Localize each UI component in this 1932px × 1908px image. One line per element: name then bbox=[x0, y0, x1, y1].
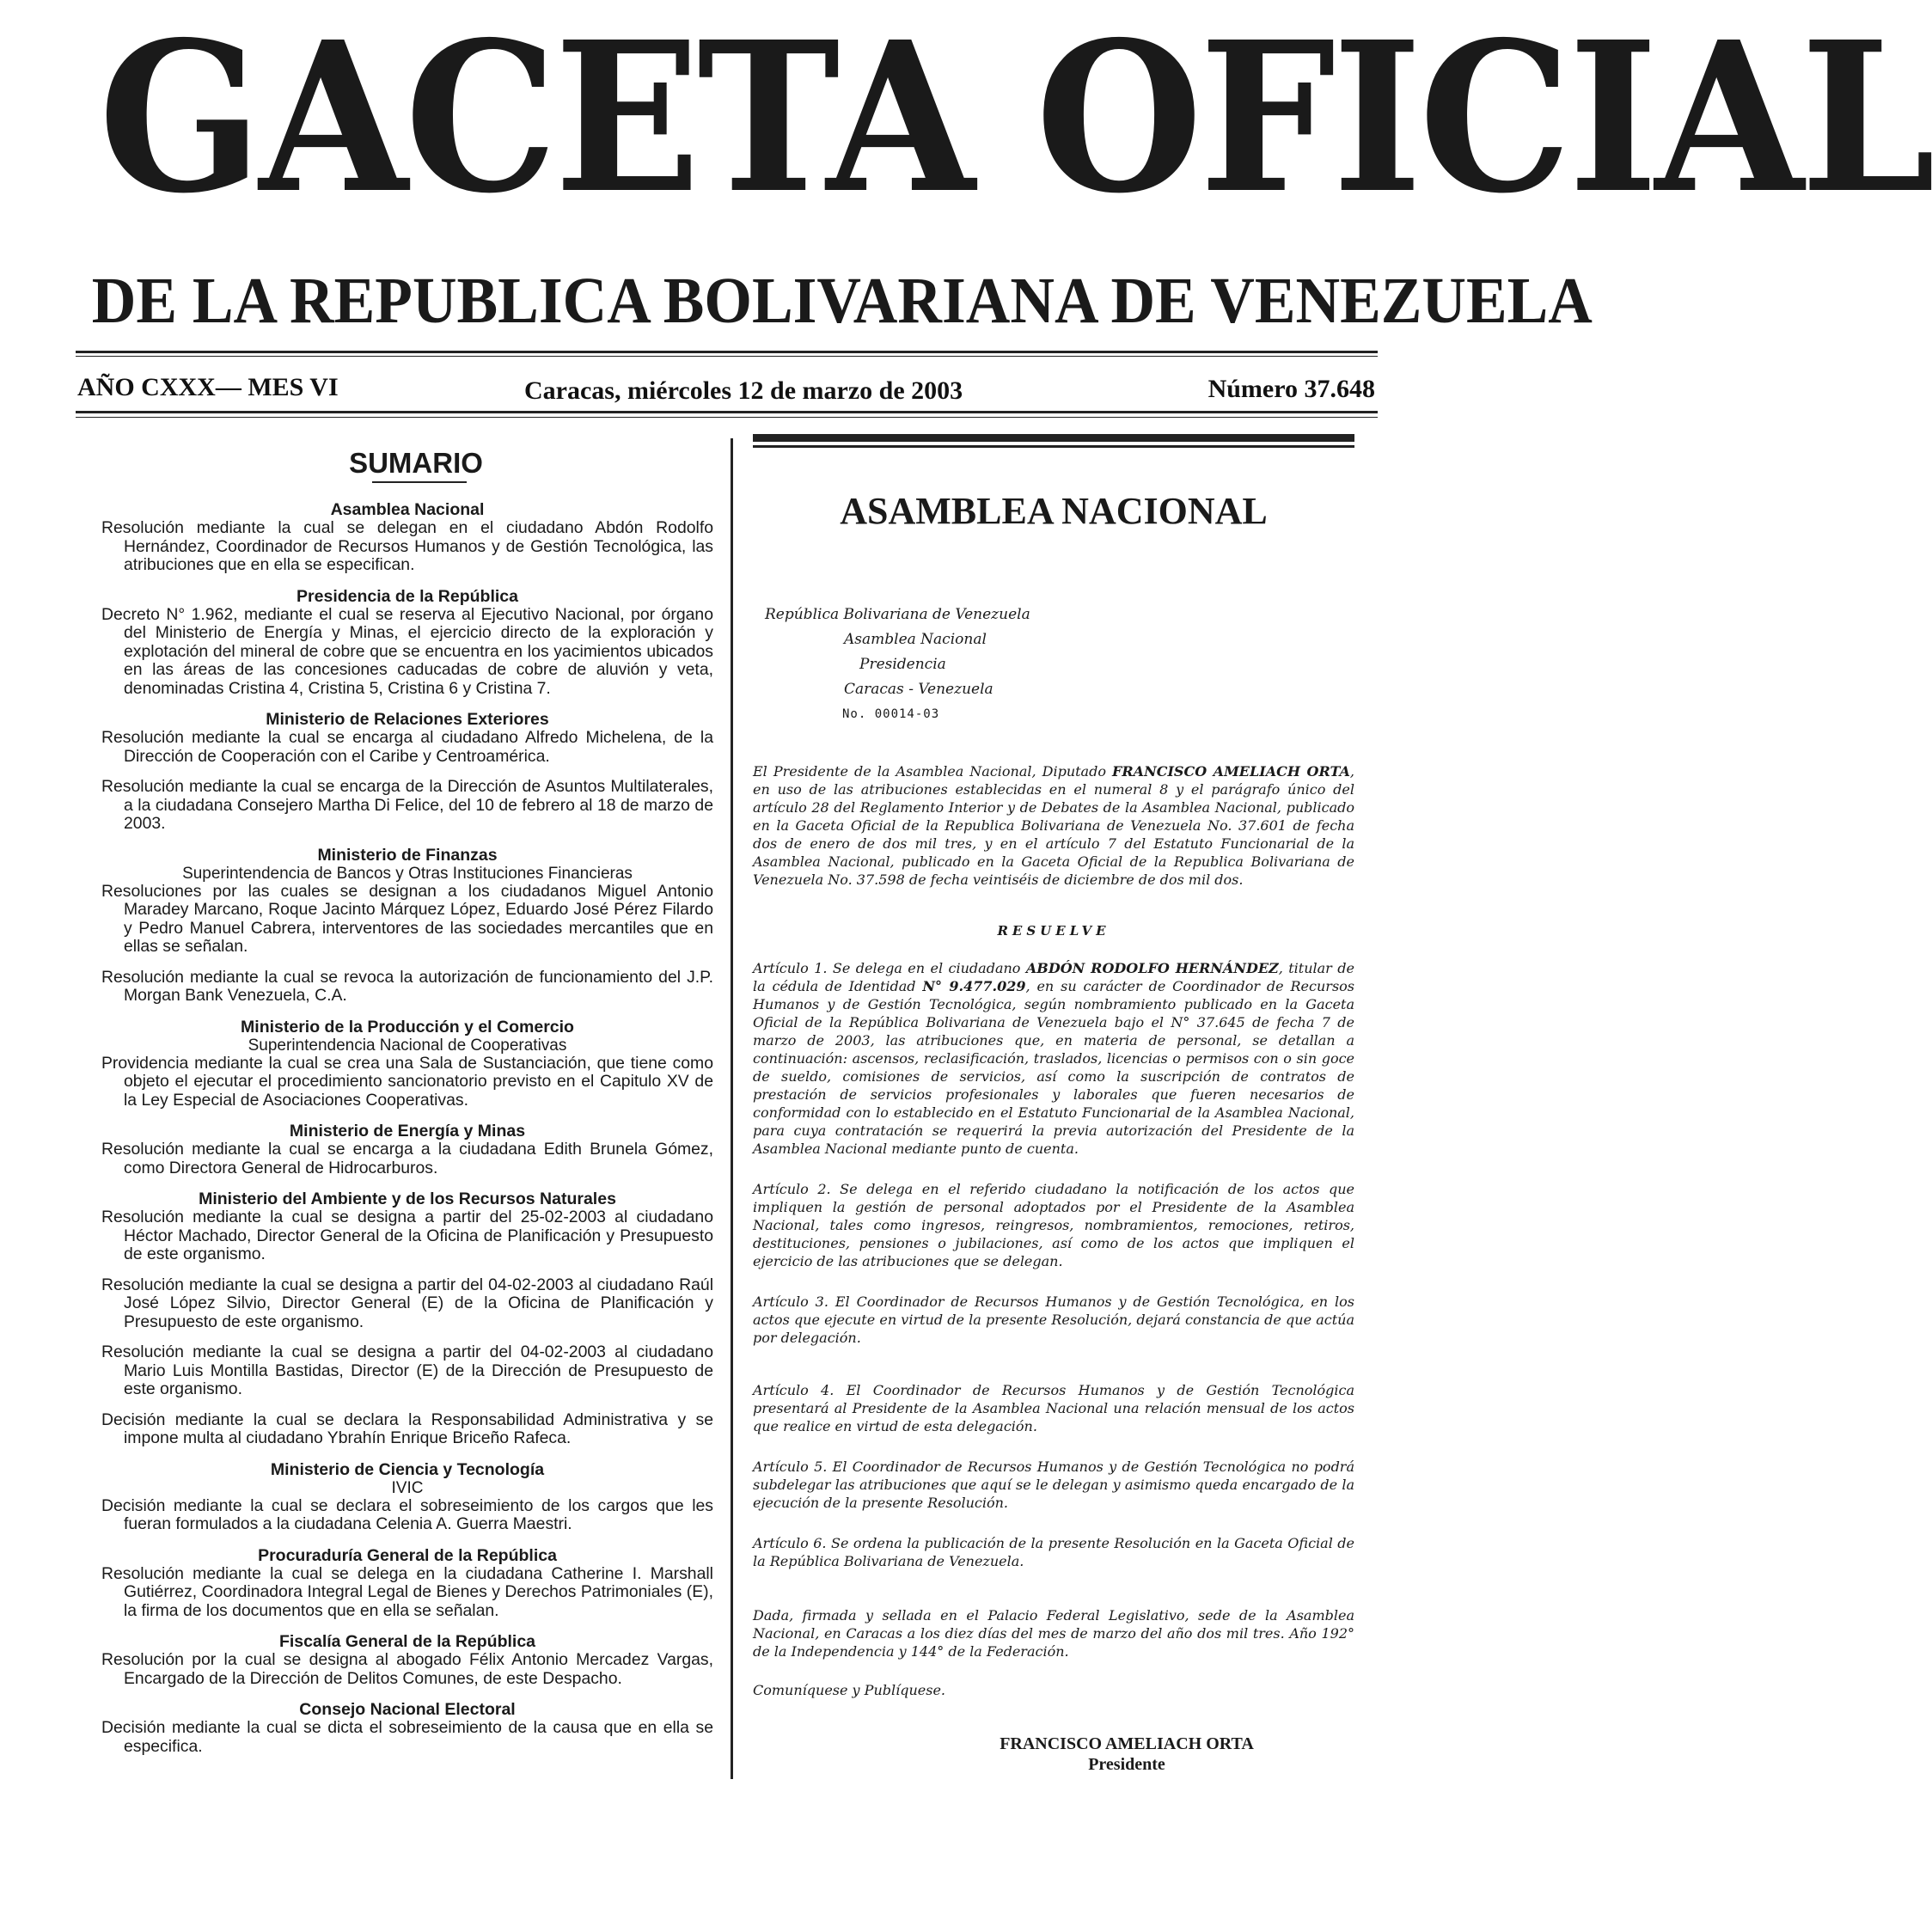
sumario-section bbox=[101, 1700, 713, 1756]
sumario-entry: Resolución por la cual se designa al abogado Félix Antonio Mercadez Vargas, Encargado de la Dirección de Delitos Comunes, de este Despacho. bbox=[101, 1650, 713, 1688]
resolution-rule-thick bbox=[753, 434, 1354, 442]
sumario-entry: Resolución mediante la cual se delegan en el ciudadano Abdón Rodolfo Hernández, Coordinador de Recursos Humanos y de Gestión Tecnológica, las atribuciones que en ella se especifican. bbox=[101, 518, 713, 574]
issue-date: Caracas, miércoles 12 de marzo de 2003 bbox=[524, 376, 963, 405]
section-heading: Ministerio de Ciencia y Tecnología bbox=[270, 1459, 545, 1479]
resuelve-heading: RESUELVE bbox=[997, 923, 1110, 939]
resolution-intro bbox=[753, 762, 1354, 889]
sumario-section bbox=[101, 1460, 713, 1534]
article-id-number: N° 9.477.029 bbox=[922, 978, 1026, 994]
section-subheading: IVIC bbox=[391, 1478, 424, 1497]
intro-text: , en uso de las atribuciones establecidas en el numeral 8 y el parágrafo único del artículo 28 del Reglamento Interior y de Debates de la Asamblea Nacional, publicado en la Gaceta Oficial de la Republica Bolivariana de Venezuela No. 37.601 de fecha dos de enero de dos mil tres, y en el artículo 7 del Estatuto Funcionarial de la Asamblea Nacional, publicado en la Gaceta Oficial de la Republica Bolivariana de Venezuela No. 37.598 de fecha veintiséis de diciembre de dos mil dos. bbox=[753, 763, 1355, 888]
letterhead bbox=[765, 602, 1354, 726]
signature-block bbox=[753, 1734, 1354, 1775]
sumario-entry: Decreto N° 1.962, mediante el cual se reserva al Ejecutivo Nacional, por órgano del Ministerio de Energía y Minas, el ejercicio directo de la exploración y explotación del mineral de cobre que se encuentra en los yacimientos ubicados en las áreas de las concesiones caducadas de cobre de aluvión y veta, denominadas Cristina 4, Cristina 5, Cristina 6 y Cristina 7. bbox=[101, 604, 713, 698]
resolution-rule-thin bbox=[753, 445, 1354, 448]
sumario-section bbox=[101, 500, 713, 575]
sumario-column bbox=[101, 447, 713, 1756]
intro-text: El Presidente de la Asamblea Nacional, Diputado bbox=[753, 763, 1113, 780]
section-heading: Ministerio de la Producción y el Comercio bbox=[241, 1017, 574, 1037]
article-4: Artículo 4. El Coordinador de Recursos Humanos y de Gestión Tecnológica presentará al Presidente de la Asamblea Nacional una relación mensual de los actos que realice en virtud de esta delegación. bbox=[753, 1382, 1354, 1434]
sumario-section bbox=[101, 846, 713, 1006]
sumario-section bbox=[101, 1546, 713, 1621]
sumario-entry: Resolución mediante la cual se delega en la ciudadana Catherine I. Marshall Gutiérrez, Coordinadora Integral Legal de Bienes y Derechos Patrimoniales (E), la firma de los documentos que en ella se señalan. bbox=[101, 1563, 713, 1620]
header-rule-bottom bbox=[76, 411, 1378, 413]
column-divider bbox=[731, 438, 733, 1779]
sumario-section bbox=[101, 587, 713, 699]
section-heading: Ministerio de Finanzas bbox=[317, 845, 498, 865]
sumario-entry: Resolución mediante la cual se revoca la autorización de funcionamiento del J.P. Morgan Bank Venezuela, C.A. bbox=[101, 967, 713, 1005]
intro-name: FRANCISCO AMELIACH ORTA bbox=[1112, 763, 1350, 780]
sumario-section bbox=[101, 710, 713, 834]
section-heading: Fiscalía General de la República bbox=[278, 1632, 536, 1651]
article-3: Artículo 3. El Coordinador de Recursos Humanos y de Gestión Tecnológica, en los actos que ejecute en virtud de la presente Resolución, dejará constancia de que actúa por delegación. bbox=[753, 1293, 1354, 1346]
sumario-entry: Resolución mediante la cual se designa a partir del 04-02-2003 al ciudadano Raúl José López Silvio, Director General (E) de la Oficina de Planificación y Presupuesto de este organismo. bbox=[101, 1275, 713, 1331]
sumario-entry: Resolución mediante la cual se encarga al ciudadano Alfredo Michelena, de la Dirección de Cooperación con el Caribe y Centroamérica. bbox=[101, 728, 713, 766]
asamblea-title: ASAMBLEA NACIONAL bbox=[840, 490, 1268, 532]
section-heading: Procuraduría General de la República bbox=[258, 1545, 557, 1565]
dada-paragraph: Dada, firmada y sellada en el Palacio Federal Legislativo, sede de la Asamblea Nacional, en Caracas a los diez días del mes de marzo del año dos mil tres. Año 192° de la Independencia y 144° de la Federación. bbox=[753, 1607, 1354, 1660]
article-text: , titular de la cédula de Identidad bbox=[753, 960, 1354, 994]
letterhead-line: Presidencia bbox=[859, 656, 946, 673]
sumario-entry: Decisión mediante la cual se declara el sobreseimiento de los cargos que les fueran formulados a la ciudadana Celenia A. Guerra Maestri. bbox=[101, 1495, 713, 1533]
signature-name: FRANCISCO AMELIACH ORTA bbox=[1000, 1734, 1254, 1753]
masthead bbox=[52, 0, 1932, 337]
sumario-section bbox=[101, 1189, 713, 1448]
sumario-section bbox=[101, 1122, 713, 1177]
article-text: , en su carácter de Coordinador de Recursos Humanos y de Gestión Tecnológica, según nombramiento publicado en la Gaceta Oficial de la República Bolivariana de Venezuela bajo el N° 37.645 de fecha 7 de marzo de 2003, las atribuciones que, en materia de personal, se detallan a continuación: ascensos, reclasificación, traslados, licencias o permisos con o sin goce de sueldo, comisiones de servicios, así como la suscripción de contratos de prestación de servicios profesionales y laborales que fueren necesarios de conformidad con lo establecido en el Estatuto Funcionarial de la Asamblea Nacional, para cuya contratación se requerirá la previa autorización del Presidente de la Asamblea Nacional mediante punto de cuenta. bbox=[753, 978, 1354, 1157]
section-heading: Consejo Nacional Electoral bbox=[299, 1700, 516, 1719]
sumario-entry: Resolución mediante la cual se encarga a la ciudadana Edith Brunela Gómez, como Directora General de Hidrocarburos. bbox=[101, 1140, 713, 1177]
article-5: Artículo 5. El Coordinador de Recursos Humanos y de Gestión Tecnológica no podrá subdelegar las atribuciones que aquí se le delegan y asimismo queda encargado de la ejecución de la presente Resolución. bbox=[753, 1459, 1354, 1511]
section-heading: Ministerio de Energía y Minas bbox=[289, 1122, 526, 1141]
sumario-entry: Resoluciones por las cuales se designan a los ciudadanos Miguel Antonio Maradey Marcano, Roque Jacinto Márquez López, Eduardo José Pérez Filardo y Pedro Manuel Cabrera, interventores de las sociedades mercantiles que en ellas se señalan. bbox=[101, 881, 713, 956]
section-subheading: Superintendencia Nacional de Cooperativas bbox=[248, 1036, 567, 1055]
issue-info-bar bbox=[77, 366, 1375, 409]
sumario-title: SUMARIO bbox=[349, 447, 483, 479]
section-subheading: Superintendencia de Bancos y Otras Instituciones Financieras bbox=[182, 864, 633, 883]
article-1 bbox=[753, 959, 1354, 1158]
resolution-column bbox=[753, 434, 1354, 1775]
article-6: Artículo 6. Se ordena la publicación de la presente Resolución en la Gaceta Oficial de la República Bolivariana de Venezuela. bbox=[753, 1535, 1354, 1569]
issue-number: Número 37.648 bbox=[1208, 375, 1375, 403]
letterhead-line: Asamblea Nacional bbox=[844, 631, 987, 648]
section-heading: Ministerio del Ambiente y de los Recursos Naturales bbox=[199, 1189, 616, 1208]
issue-year-month: AÑO CXXX— MES VI bbox=[77, 373, 339, 401]
section-heading: Asamblea Nacional bbox=[330, 500, 485, 519]
gazette-title: GACETA OFICIAL bbox=[98, 0, 1932, 239]
letterhead-line: Caracas - Venezuela bbox=[844, 681, 994, 698]
sumario-underline bbox=[372, 481, 467, 483]
section-heading: Presidencia de la República bbox=[297, 586, 518, 606]
gazette-subtitle: DE LA REPUBLICA BOLIVARIANA DE VENEZUELA bbox=[91, 265, 1593, 337]
signature-title: Presidente bbox=[1088, 1755, 1165, 1774]
sumario-entry: Resolución mediante la cual se designa a partir del 25-02-2003 al ciudadano Héctor Machado, Director General de la Oficina de Planificación y Presupuesto de este organismo. bbox=[101, 1208, 713, 1263]
article-name: ABDÓN RODOLFO HERNÁNDEZ bbox=[1025, 960, 1279, 976]
sumario-section bbox=[101, 1632, 713, 1688]
sumario-section bbox=[101, 1018, 713, 1110]
header-rule-bottom-thin bbox=[76, 417, 1378, 418]
comuniquese: Comuníquese y Publíquese. bbox=[753, 1682, 946, 1698]
letterhead-line: República Bolivariana de Venezuela bbox=[765, 606, 1030, 623]
header-rule-top-thin bbox=[76, 356, 1378, 357]
sumario-entry: Decisión mediante la cual se dicta el sobreseimiento de la causa que en ella se especifica. bbox=[101, 1718, 713, 1756]
sumario-entry: Decisión mediante la cual se declara la Responsabilidad Administrativa y se impone multa al ciudadano Ybrahín Enrique Briceño Rafeca. bbox=[101, 1410, 713, 1447]
letterhead-number: No. 00014-03 bbox=[842, 707, 940, 721]
article-2: Artículo 2. Se delega en el referido ciudadano la notificación de los actos que impliquen la gestión de personal adoptados por el Presidente de la Asamblea Nacional, tales como ingresos, reingresos, nombramientos, remociones, retiros, destituciones, pensiones o jubilaciones, así como de los actos que impliquen el ejercicio de las atribuciones que se delegan. bbox=[753, 1181, 1354, 1269]
article-text: Artículo 1. Se delega en el ciudadano bbox=[753, 960, 1026, 976]
sumario-entry: Resolución mediante la cual se designa a partir del 04-02-2003 al ciudadano Mario Luis Montilla Bastidas, Director (E) de la Dirección de Presupuesto de este organismo. bbox=[101, 1342, 713, 1398]
sumario-entry: Resolución mediante la cual se encarga de la Dirección de Asuntos Multilaterales, a la ciudadana Consejero Martha Di Felice, del 10 de febrero al 18 de marzo de 2003. bbox=[101, 777, 713, 833]
header-rule-top bbox=[76, 351, 1378, 353]
section-heading: Ministerio de Relaciones Exteriores bbox=[266, 710, 549, 729]
sumario-entry: Providencia mediante la cual se crea una Sala de Sustanciación, que tiene como objeto el ejecutar el procedimiento sancionatorio previsto en el Capitulo XV de la Ley Especial de Asociaciones Cooperativas. bbox=[101, 1053, 713, 1110]
